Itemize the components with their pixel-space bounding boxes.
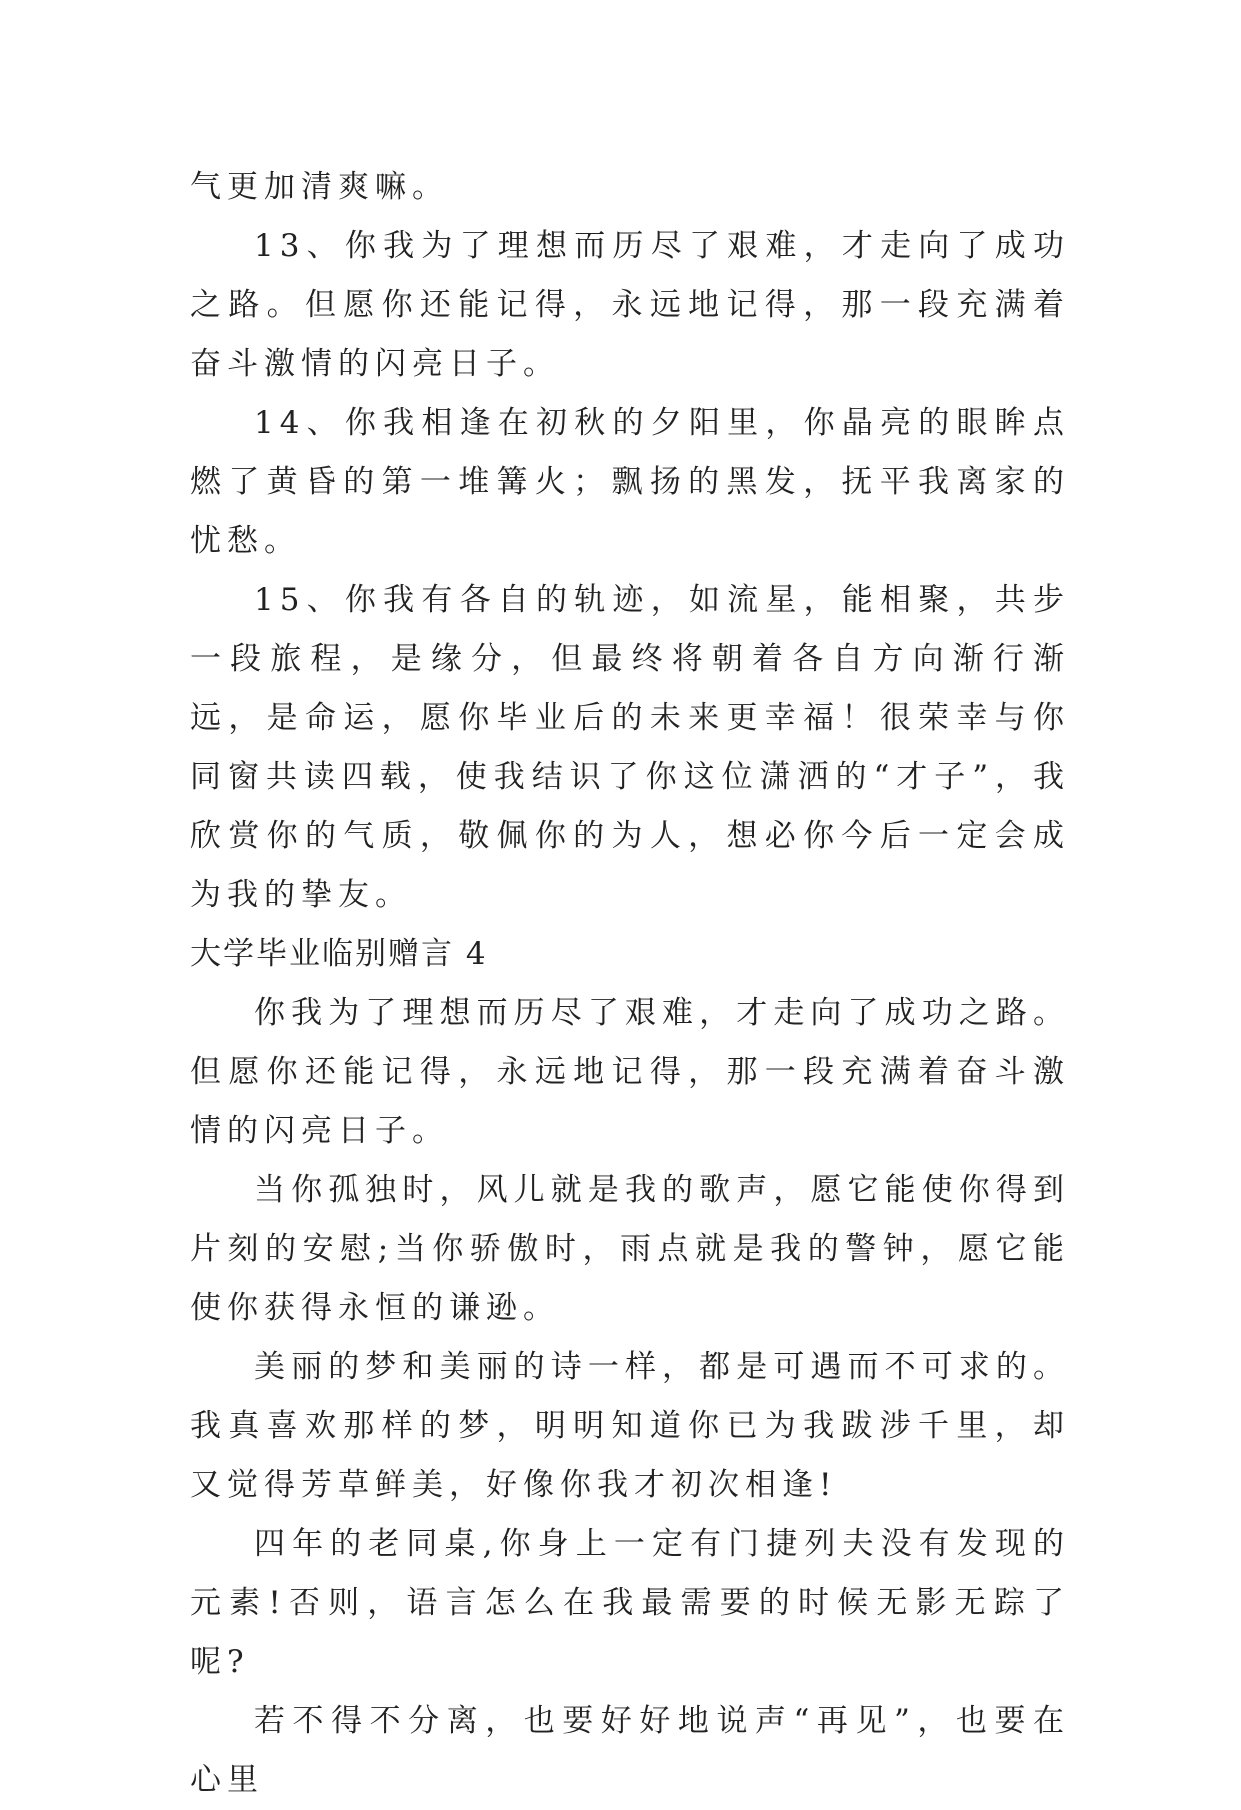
paragraph: 四年的老同桌,你身上一定有门捷列夫没有发现的元素!否则，语言怎么在我最需要的时候无影无踪了呢? [190, 1526, 1070, 1680]
paragraph-continuation: 气更加清爽嘛。 [190, 169, 449, 205]
paragraph: 若不得不分离，也要好好地说声“再见”，也要在心里 [190, 1703, 1070, 1798]
paragraph: 美丽的梦和美丽的诗一样，都是可遇而不可求的。我真喜欢那样的梦，明明知道你已为我跋涉千里，却又觉得芳草鲜美，好像你我才初次相逢! [190, 1349, 1070, 1503]
paragraph-14: 14、你我相逢在初秋的夕阳里，你晶亮的眼眸点燃了黄昏的第一堆篝火；飘扬的黑发，抚平我离家的忧愁。 [190, 405, 1070, 559]
section-heading: 大学毕业临别赠言 4 [190, 936, 488, 972]
paragraph: 你我为了理想而历尽了艰难，才走向了成功之路。但愿你还能记得，永远地记得，那一段充满着奋斗激情的闪亮日子。 [190, 995, 1070, 1149]
paragraph: 当你孤独时，风儿就是我的歌声，愿它能使你得到片刻的安慰;当你骄傲时，雨点就是我的警钟，愿它能使你获得永恒的谦逊。 [190, 1172, 1070, 1326]
document-body [190, 158, 1070, 1810]
paragraph-13: 13、你我为了理想而历尽了艰难，才走向了成功之路。但愿你还能记得，永远地记得，那一段充满着奋斗激情的闪亮日子。 [190, 228, 1070, 382]
paragraph-15: 15、你我有各自的轨迹，如流星，能相聚，共步一段旅程，是缘分，但最终将朝着各自方向渐行渐远，是命运，愿你毕业后的未来更幸福！很荣幸与你同窗共读四载，使我结识了你这位潇洒的“才子”，我欣赏你的气质，敬佩你的为人，想必你今后一定会成为我的挚友。 [190, 582, 1070, 913]
